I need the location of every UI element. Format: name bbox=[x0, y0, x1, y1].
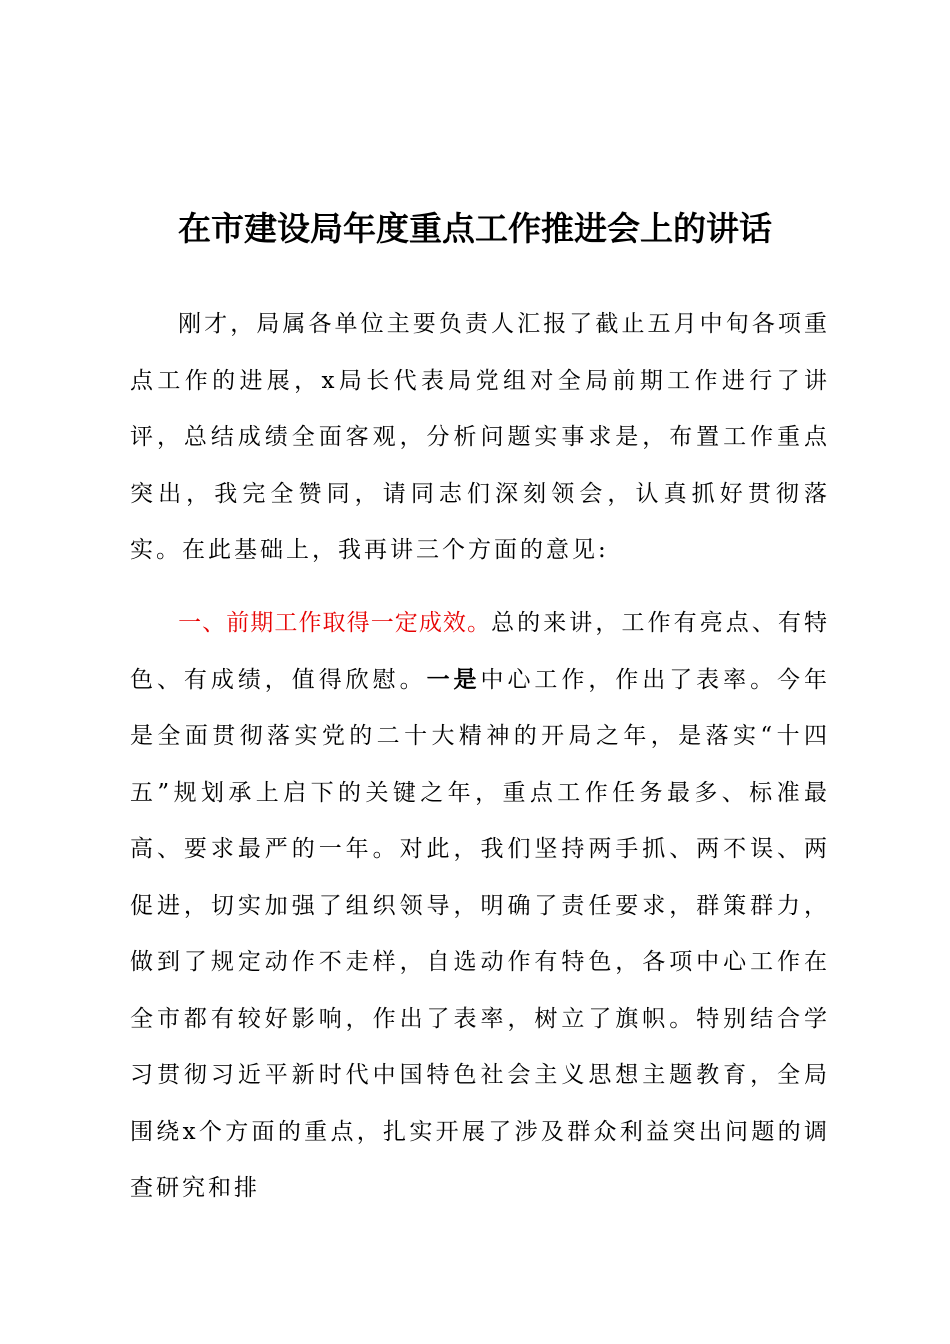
section-intro-text: 总的来讲，工作有亮点、有特色、有成绩，值得欣慰。 bbox=[130, 610, 831, 693]
paragraph-intro bbox=[130, 296, 830, 579]
section-heading: 一、前期工作取得一定成效。 bbox=[178, 610, 492, 636]
paragraph-section-1 bbox=[130, 595, 830, 1217]
document-title: 在市建设局年度重点工作推进会上的讲话 bbox=[178, 209, 772, 248]
paragraph-intro-text: 刚才，局属各单位主要负责人汇报了截止五月中旬各项重点工作的进展，x局长代表局党组对全局前期工作进行了讲评，总结成绩全面客观，分析问题实事求是，布置工作重点突出，我完全赞同，请同志们深刻领会，认真抓好贯彻落实。在此基础上，我再讲三个方面的意见: bbox=[130, 311, 830, 563]
point-lead: 一是 bbox=[426, 666, 481, 693]
point-text: 中心工作，作出了表率。今年是全面贯彻落实党的二十大精神的开局之年，是落实“十四五”规划承上启下的关键之年，重点工作任务最多、标准最高、要求最严的一年。对此，我们坚持两手抓、两不误、两促进，切实加强了组织领导，明确了责任要求，群策群力，做到了规定动作不走样，自选动作有特色，各项中心工作在全市都有较好影响，作出了表率，树立了旗帜。特别结合学习贯彻习近平新时代中国特色社会主义思想主题教育，全局围绕x个方面的重点，扎实开展了涉及群众利益突出问题的调查研究和排 bbox=[130, 666, 831, 1201]
